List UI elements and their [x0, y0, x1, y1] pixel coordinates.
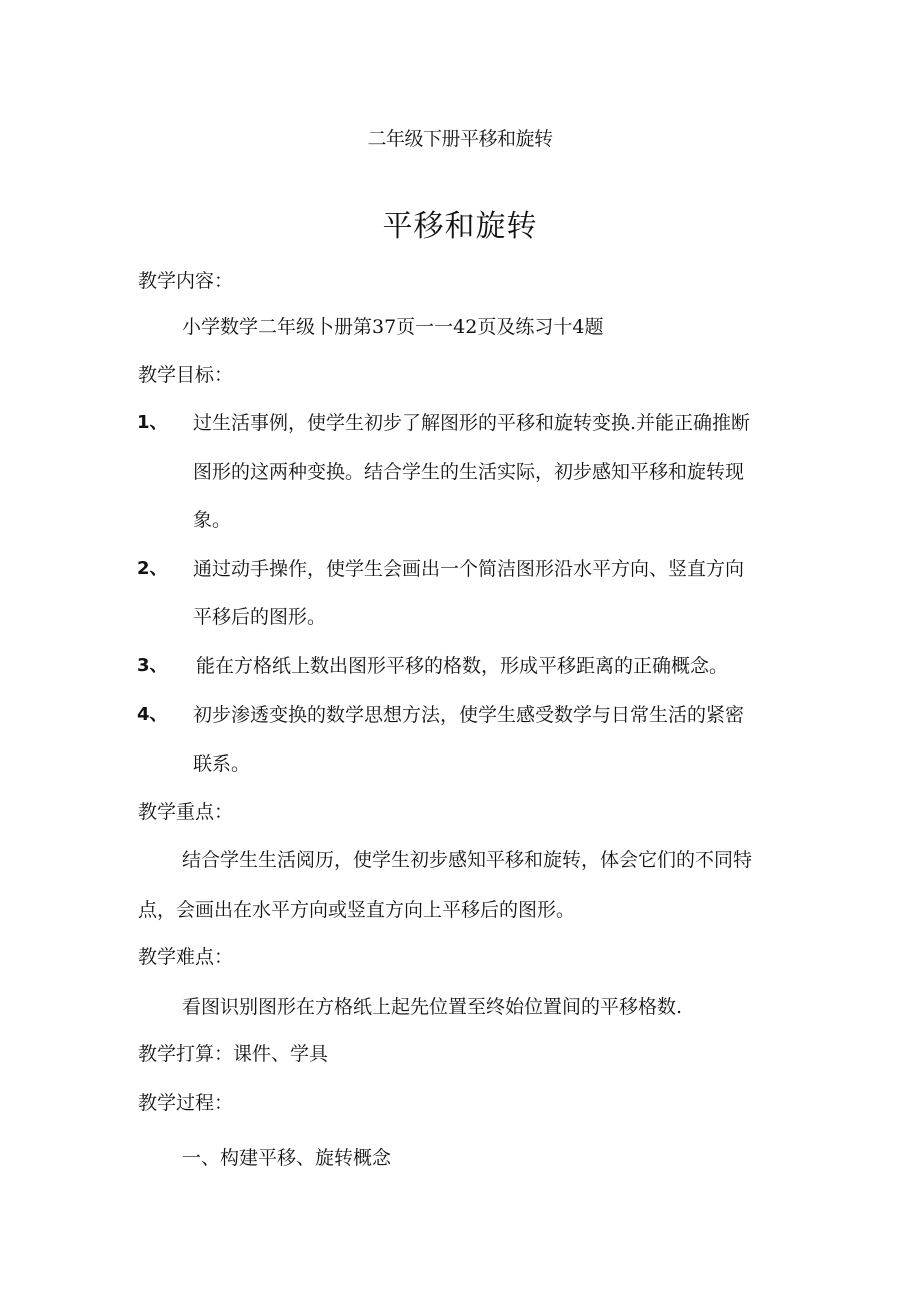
objective-line: 平移后的图形。	[193, 606, 327, 628]
objective-line: 联系。	[193, 753, 251, 775]
lesson-title: 平移和旋转	[382, 209, 538, 244]
document-title: 二年级下册平移和旋转	[367, 128, 553, 150]
key-points-heading: 教学重点：	[138, 801, 234, 823]
objective-number: 1、	[137, 412, 168, 433]
objective-number: 3、	[137, 655, 168, 676]
content-text: 小学数学二年级卜册第37页一一42页及练习十4题	[182, 316, 604, 338]
content-heading: 教学内容：	[138, 270, 234, 292]
objective-line: 初步渗透变换的数学思想方法，使学生感受数学与日常生活的紧密	[193, 704, 745, 726]
key-points-line: 结合学生生活阅历，使学生初步感知平移和旋转，体会它们的不同特	[182, 849, 753, 871]
difficulties-heading: 教学难点：	[138, 946, 234, 968]
key-points-line: 点，会画出在水平方向或竖直方向上平移后的图形。	[138, 899, 576, 921]
difficulties-text: 看图识别图形在方格纸上起先位置至终始位置间的平移格数.	[182, 996, 683, 1018]
objective-number: 2、	[137, 558, 168, 579]
objective-line: 过生活事例，使学生初步了解图形的平移和旋转变换.并能正确推断	[193, 412, 751, 434]
objective-line: 象。	[193, 509, 232, 531]
objective-line: 通过动手操作，使学生会画出一个简洁图形沿水平方向、竖直方向	[193, 558, 745, 580]
process-heading: 教学过程：	[138, 1092, 234, 1114]
objective-number: 4、	[137, 704, 168, 725]
objectives-heading: 教学目标：	[138, 364, 234, 386]
preparation-text: 教学打算：课件、学具	[138, 1043, 329, 1065]
objective-line: 图形的这两种变换。结合学生的生活实际，初步感知平移和旋转现	[193, 461, 745, 483]
process-step-1: 一、构建平移、旋转概念	[182, 1147, 392, 1169]
objective-line: 能在方格纸上数出图形平移的格数，形成平移距离的正确概念。	[196, 655, 729, 677]
